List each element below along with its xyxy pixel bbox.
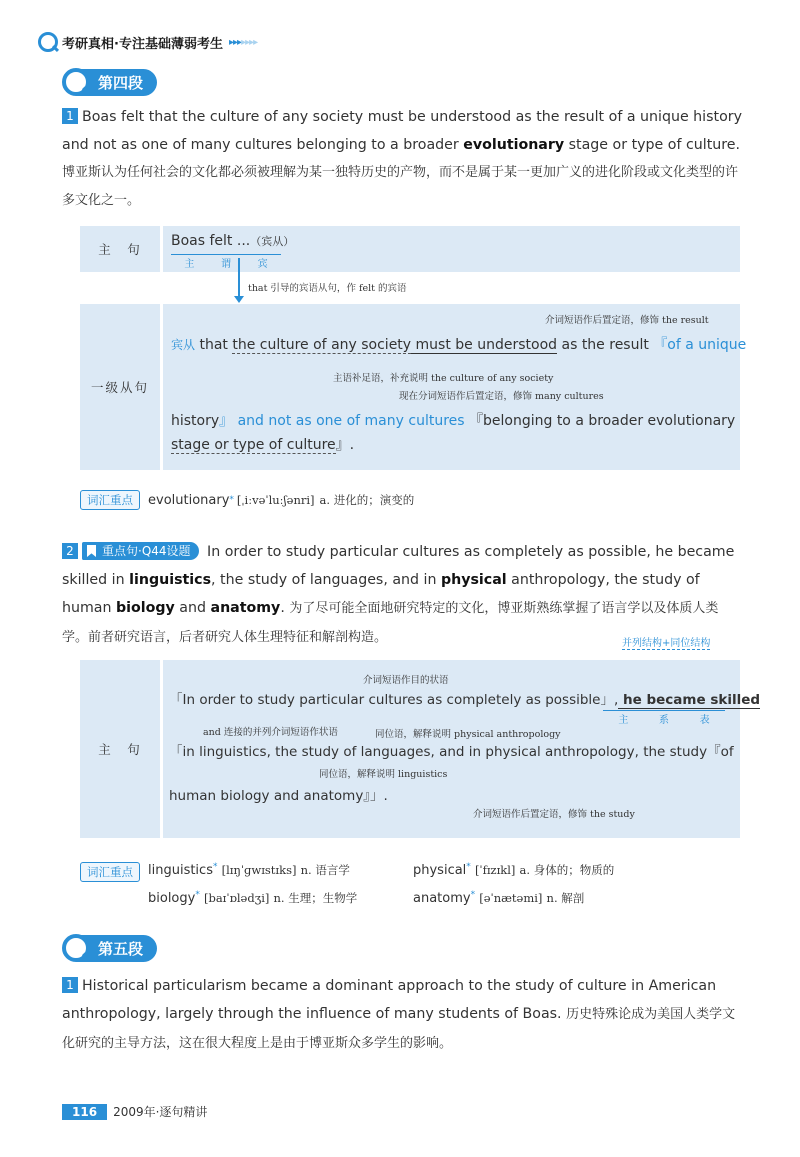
connector-arrow-icon [238, 258, 240, 298]
vocab-item: linguistics* [lɪŋˈɡwɪstɪks] n. 语言学 [148, 862, 350, 878]
sub-clause-box: 介词短语作后置定语，修饰 the result 宾从 that the culture of any society must be understood as the result 『of a unique 主语补足语，补充说明 the culture of any society 现在分词短语作后置定语，修饰 many cultures history』 and not as one of many cultures 『belonging to a broader evolutionary stage or type of culture』. [163, 304, 740, 470]
arrow-decoration-icon: ▸▸▸▸▸▸▸ [228, 36, 258, 48]
vocab-item: anatomy* [əˈnætəmi] n. 解剖 [413, 890, 585, 906]
sub-clause-label: 一级从句 [80, 304, 160, 470]
sentence-2: 2 重点句·Q44设题 In order to study particular cultures as completely as possible, he became skilled in linguistics, the study of languages, and in physical anthropology, the study of human biology and anatomy. 为了尽可能全面地研究特定的文化，博亚斯熟练掌握了语言学以及体质人类学。前者研究语言，后者研究人体生理特征和解剖构造。 [62, 544, 735, 645]
sentence-2-diagram [80, 660, 761, 838]
main-clause-label: 主 句 [80, 660, 160, 838]
search-icon [62, 934, 90, 962]
search-logo-icon [38, 32, 58, 52]
section-5-sentence-1: 1 Historical particularism became a dominant approach to the study of culture in American anthropology, largely through the influence of many students of Boas. 历史特殊论成为美国人类学文化研究的主导方法，这在很大程度上是由于博亚斯众多学生的影响。 [62, 978, 736, 1051]
vocab-2: 词汇重点 linguistics* [lɪŋˈɡwɪstɪks] n. 语言学 physical* [ˈfɪzɪkl] a. 身体的；物质的 biology* [baɪˈɒlədʒi] n. 生理；生物学 anatomy* [əˈnætəmi] n. 解剖 [80, 862, 643, 906]
sentence-1-diagram [80, 226, 747, 470]
footer-text: 2009年·逐句精讲 [113, 1105, 208, 1119]
main-clause-box: 介词短语作目的状语 「In order to study particular cultures as completely as possible」, he became skilled 主 系 表 and 连接的并列介词短语作状语 同位语，解释说明 physical anthropology 「in linguistics, the study of languages, and in physical anthropology, the study『of 同位语，解释说明 linguistics human biology and anatomy』」. 介词短语作后置定语，修饰 the study [163, 660, 740, 838]
main-clause-label: 主 句 [80, 226, 160, 272]
main-clause-box: Boas felt ...（宾从） 主 谓 宾 [163, 226, 740, 272]
section-5-title: 第五段 [62, 934, 157, 962]
vocab-1: 词汇重点 evolutionary * [ˌiːvəˈluːʃənri] a. 进化的；演变的 [80, 490, 414, 510]
main-roles: 主 系 表 [603, 710, 725, 726]
page-number: 116 [62, 1104, 107, 1120]
sentence-1-translation: 博亚斯认为任何社会的文化都必须被理解为某一独特历史的产物，而不是属于某一更加广义的进化阶段或文化类型的许多文化之一。 [62, 165, 739, 208]
search-icon [62, 68, 90, 96]
vocab-item: biology* [baɪˈɒlədʒi] n. 生理；生物学 [148, 890, 358, 906]
section-4-title: 第四段 [62, 68, 157, 96]
brand-name: 考研真相 [62, 36, 115, 52]
main-roles: 主 谓 宾 [171, 254, 281, 270]
vocab-item: physical* [ˈfɪzɪkl] a. 身体的；物质的 [413, 862, 615, 878]
brand-subtitle: ·专注基础薄弱考生 [114, 36, 223, 52]
sentence-1: 1 Boas felt that the culture of any society must be understood as the result of a unique history and not as one of many cultures belonging to a broader evolutionary stage or type of culture. 博亚斯认为任何社会的文化都必须被理解为某一独特历史的产物，而不是属于某一更加广义的进化阶段或文化类型的许多文化之一。 [62, 103, 742, 215]
sentence-number: 1 [62, 108, 78, 124]
page-header [38, 32, 257, 52]
page-footer [62, 1103, 207, 1120]
structure-note: 并列结构+同位结构 [622, 634, 710, 650]
key-sentence-tag: 重点句·Q44设题 [82, 542, 199, 560]
arrow-note: that 引导的宾语从句，作 felt 的宾语 [248, 283, 407, 294]
